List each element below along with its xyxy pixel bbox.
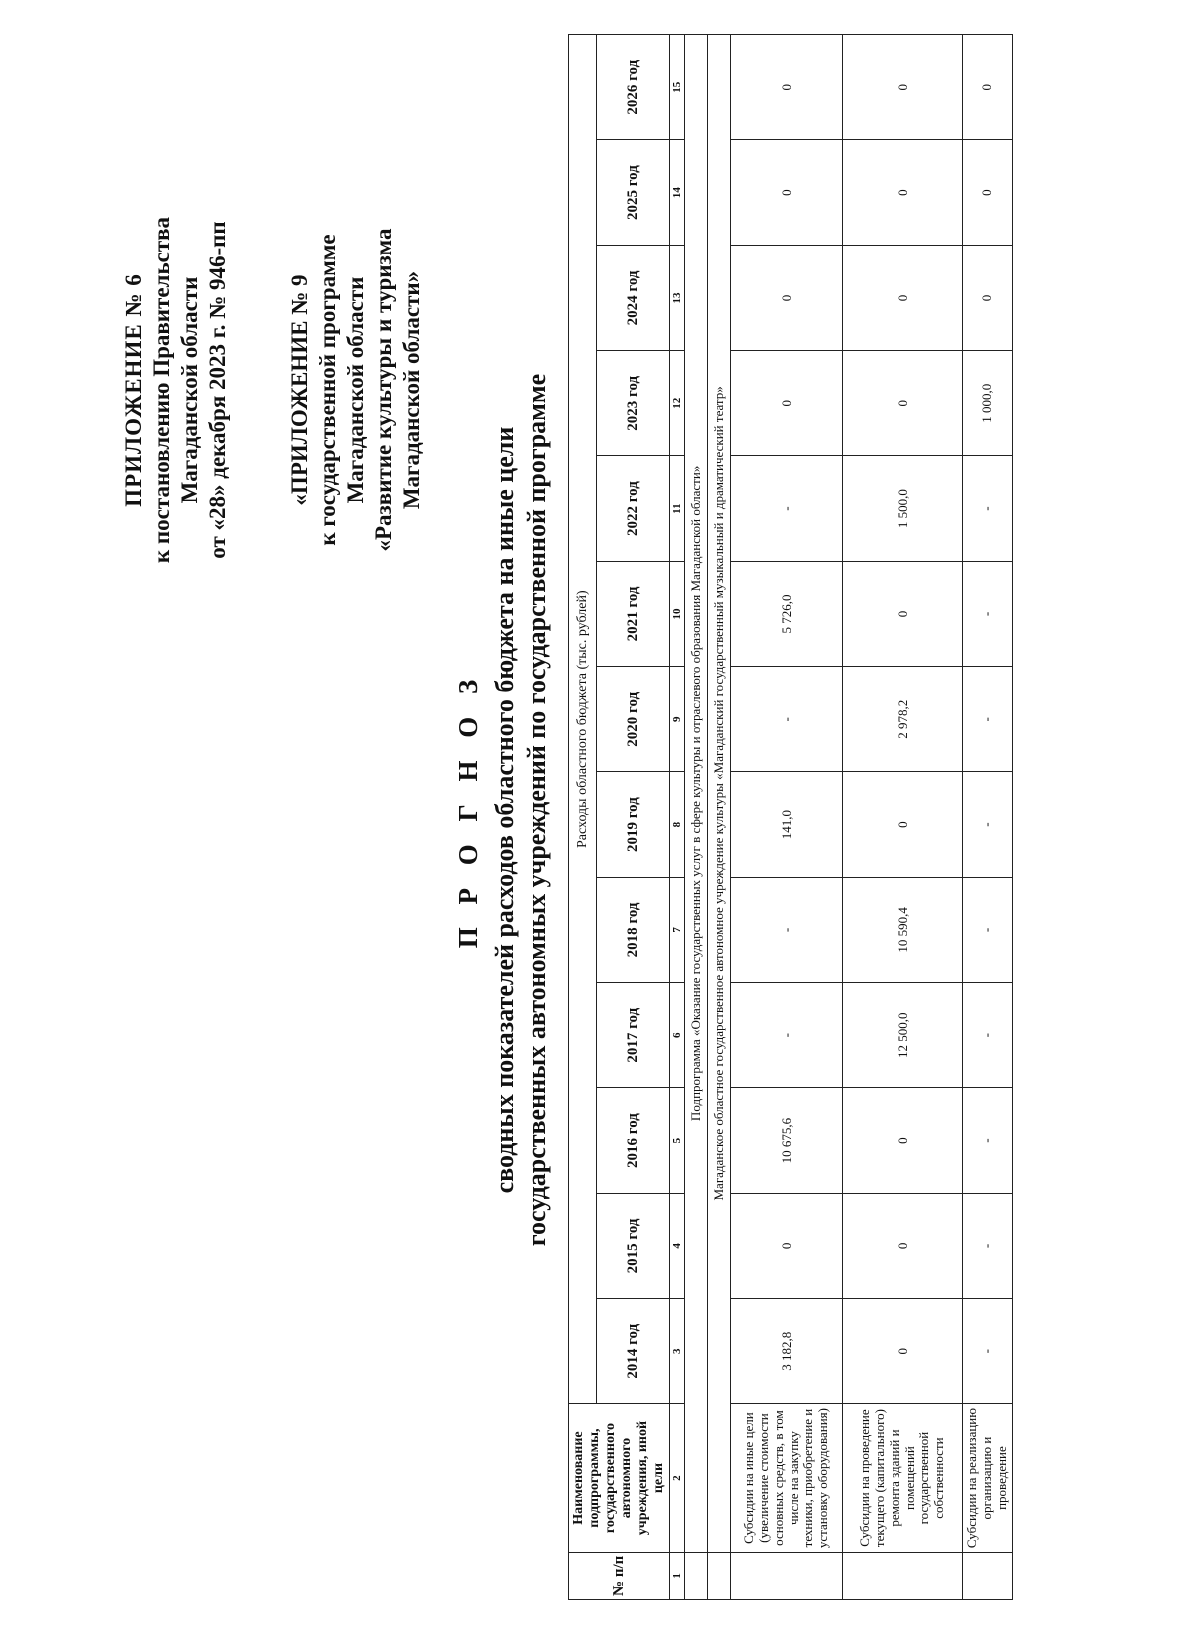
row-value: - <box>963 1299 1013 1404</box>
header-year: 2014 год <box>597 1299 670 1404</box>
row-value: 0 <box>843 1193 963 1298</box>
title-word: П Р О Г Н О З <box>453 671 483 949</box>
row-value: 0 <box>731 140 843 245</box>
row-num <box>963 1552 1013 1599</box>
column-number: 4 <box>670 1193 685 1298</box>
row-value: - <box>963 983 1013 1088</box>
column-number: 10 <box>670 561 685 666</box>
row-value: 0 <box>843 140 963 245</box>
column-number: 9 <box>670 667 685 772</box>
row-value: - <box>963 561 1013 666</box>
column-number: 1 <box>670 1552 685 1599</box>
column-number: 2 <box>670 1404 685 1552</box>
appendix-9-line2: к государственной программе <box>315 234 341 546</box>
row-num <box>731 1552 843 1599</box>
column-number-row <box>670 35 685 1600</box>
row-value: 1 500,0 <box>843 456 963 561</box>
appendix-6-line3: Магаданской области <box>177 276 203 504</box>
title-line2: государственных автономных учреждений по государственной программе <box>521 373 551 1247</box>
row-value: 0 <box>963 140 1013 245</box>
row-value: 0 <box>843 1088 963 1193</box>
row-value: - <box>963 772 1013 877</box>
row-value: 0 <box>843 245 963 350</box>
header-year: 2023 год <box>597 351 670 456</box>
row-value: 10 590,4 <box>843 877 963 982</box>
header-year: 2016 год <box>597 1088 670 1193</box>
header-year: 2025 год <box>597 140 670 245</box>
row-value: - <box>963 456 1013 561</box>
header-year: 2020 год <box>597 667 670 772</box>
table-row <box>963 35 1013 1600</box>
row-value: 12 500,0 <box>843 983 963 1088</box>
row-name: Субсидии на проведение текущего (капитального) ремонта зданий и помещений государственной собственности <box>843 1404 963 1552</box>
institution-row <box>708 35 731 1600</box>
row-value: - <box>731 456 843 561</box>
row-value: 2 978,2 <box>843 667 963 772</box>
appendix-9-line4: «Развитие культуры и туризма <box>371 228 397 552</box>
table-row <box>843 35 963 1600</box>
appendix-6-header <box>120 20 232 760</box>
row-value: 0 <box>731 351 843 456</box>
column-number: 6 <box>670 983 685 1088</box>
subprogram-title: Подпрограмма «Оказание государственных услуг в сфере культуры и отраслевого образования Магаданской области» <box>685 35 708 1553</box>
forecast-table <box>568 34 1013 1600</box>
header-num: № п/п <box>569 1552 670 1599</box>
row-value: 0 <box>843 351 963 456</box>
column-number: 11 <box>670 456 685 561</box>
table-row <box>731 35 843 1600</box>
header-expenses: Расходы областного бюджета (тыс. рублей) <box>569 35 597 1404</box>
column-number: 12 <box>670 351 685 456</box>
row-value: - <box>963 877 1013 982</box>
header-year: 2021 год <box>597 561 670 666</box>
row-value: 0 <box>963 245 1013 350</box>
row-value: 0 <box>843 35 963 140</box>
header-year: 2022 год <box>597 456 670 561</box>
header-year: 2024 год <box>597 245 670 350</box>
title-line1: сводных показателей расходов областного бюджета на иные цели <box>489 426 519 1194</box>
row-name: Субсидии на реализацию организацию и проведение <box>963 1404 1013 1552</box>
forecast-table-wrapper <box>568 34 1013 1600</box>
institution-title: Магаданское областное государственное автономное учреждение культуры «Магаданский государственный музыкальный и драматический театр» <box>708 35 731 1553</box>
header-year: 2026 год <box>597 35 670 140</box>
row-value: 3 182,8 <box>731 1299 843 1404</box>
column-number: 14 <box>670 140 685 245</box>
header-year: 2015 год <box>597 1193 670 1298</box>
row-name: Субсидии на иные цели (увеличение стоимости основных средств, в том числе на закупку техники, приобретение и установку оборудования) <box>731 1404 843 1552</box>
appendix-6-line2: к постановлению Правительства <box>149 216 175 564</box>
row-value: - <box>963 667 1013 772</box>
row-value: 10 675,6 <box>731 1088 843 1193</box>
row-value: 0 <box>843 1299 963 1404</box>
row-value: - <box>731 877 843 982</box>
appendix-9-title: «ПРИЛОЖЕНИЕ № 9 <box>287 274 312 506</box>
header-year: 2019 год <box>597 772 670 877</box>
column-number: 5 <box>670 1088 685 1193</box>
row-value: - <box>963 1193 1013 1298</box>
row-value: 5 726,0 <box>731 561 843 666</box>
row-value: 141,0 <box>731 772 843 877</box>
appendix-9-line5: Магаданской области» <box>399 270 425 510</box>
column-number: 15 <box>670 35 685 140</box>
row-value: 0 <box>843 772 963 877</box>
row-value: - <box>731 667 843 772</box>
row-value: 0 <box>843 561 963 666</box>
appendix-9-header <box>286 20 426 760</box>
row-value: - <box>963 1088 1013 1193</box>
row-value: 0 <box>731 245 843 350</box>
header-year: 2017 год <box>597 983 670 1088</box>
document-title <box>452 30 552 1590</box>
appendix-6-line4: от «28» декабря 2023 г. № 946-пп <box>205 221 231 559</box>
column-number: 13 <box>670 245 685 350</box>
header-year: 2018 год <box>597 877 670 982</box>
column-number: 3 <box>670 1299 685 1404</box>
row-value: 1 000,0 <box>963 351 1013 456</box>
appendix-6-title: ПРИЛОЖЕНИЕ № 6 <box>121 273 146 507</box>
column-number: 8 <box>670 772 685 877</box>
row-value: - <box>731 983 843 1088</box>
subprogram-row <box>685 35 708 1600</box>
column-number: 7 <box>670 877 685 982</box>
appendix-9-line3: Магаданской области <box>343 276 369 504</box>
row-value: 0 <box>963 35 1013 140</box>
row-value: 0 <box>731 35 843 140</box>
row-num <box>843 1552 963 1599</box>
row-value: 0 <box>731 1193 843 1298</box>
header-name: Наименование подпрограммы, государственного автономного учреждения, иной цели <box>569 1404 670 1552</box>
